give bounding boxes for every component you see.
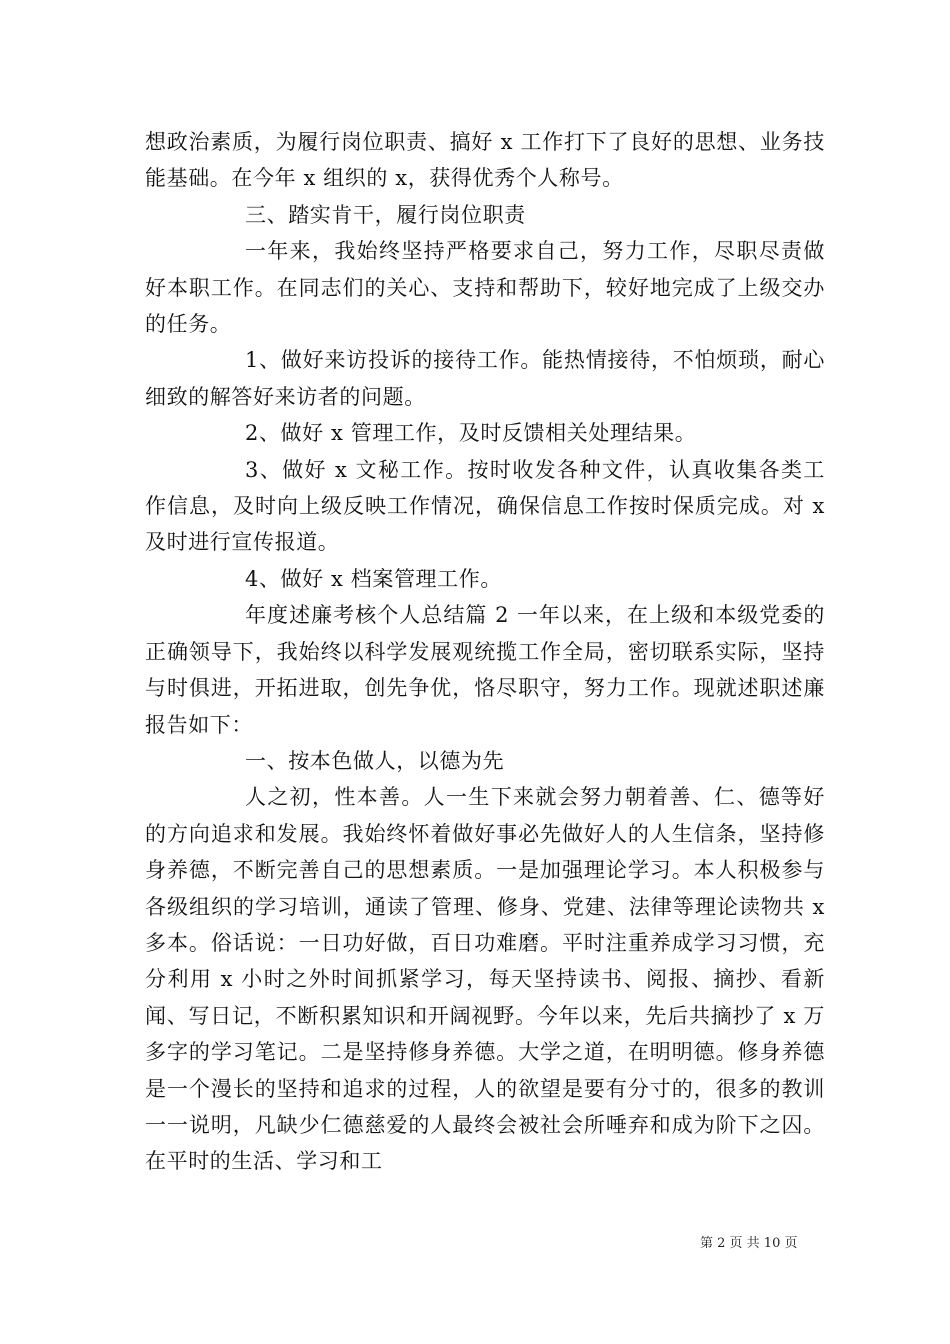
document-body: [145, 124, 825, 1180]
list-item-3: 3、做好 x 文秘工作。按时收发各种文件，认真收集各类工作信息，及时向上级反映工作情况，确保信息工作按时保质完成。对 x 及时进行宣传报道。: [145, 457, 825, 555]
paragraph-continuation: 想政治素质，为履行岗位职责、搞好 x 工作打下了良好的思想、业务技能基础。在今年 x 组织的 x，获得优秀个人称号。: [145, 130, 825, 191]
paragraph-part-two-intro: 年度述廉考核个人总结篇 2 一年以来，在上级和本级党委的正确领导下，我始终以科学发展观统揽工作全局，密切联系实际，坚持与时俱进，开拓进取，创先争优，恪尽职守，努力工作。现就述职述廉报告如下：: [145, 603, 825, 737]
paragraph-intro: 一年来，我始终坚持严格要求自己，努力工作，尽职尽责做好本职工作。在同志们的关心、支持和帮助下，较好地完成了上级交办的任务。: [145, 239, 825, 337]
list-item-2: 2、做好 x 管理工作，及时反馈相关处理结果。: [245, 421, 697, 446]
section-heading-one: 一、按本色做人，以德为先: [245, 748, 505, 773]
list-item-4: 4、做好 x 档案管理工作。: [245, 566, 502, 591]
paragraph-body: 人之初，性本善。人一生下来就会努力朝着善、仁、德等好的方向追求和发展。我始终怀着做好事必先做好人的人生信条，坚持修身养德，不断完善自己的思想素质。一是加强理论学习。本人积极参与各级组织的学习培训，通读了管理、修身、党建、法律等理论读物共 x 多本。俗话说：一日功好做，百日功难磨。平时注重养成学习习惯，充分利用 x 小时之外时间抓紧学习，每天坚持读书、阅报、摘抄、看新闻、写日记，不断积累知识和开阔视野。今年以来，先后共摘抄了 x 万多字的学习笔记。二是坚持修身养德。大学之道，在明明德。修身养德是一个漫长的坚持和追求的过程，人的欲望是要有分寸的，很多的教训一一说明，凡缺少仁德慈爱的人最终会被社会所唾弃和成为阶下之囚。在平时的生活、学习和工: [145, 785, 825, 1174]
list-item-1: 1、做好来访投诉的接待工作。能热情接待，不怕烦琐，耐心细致的解答好来访者的问题。: [145, 348, 825, 409]
section-heading-three: 三、踏实肯干，履行岗位职责: [245, 202, 526, 227]
page-number-footer: 第 2 页 共 10 页: [700, 1236, 798, 1251]
